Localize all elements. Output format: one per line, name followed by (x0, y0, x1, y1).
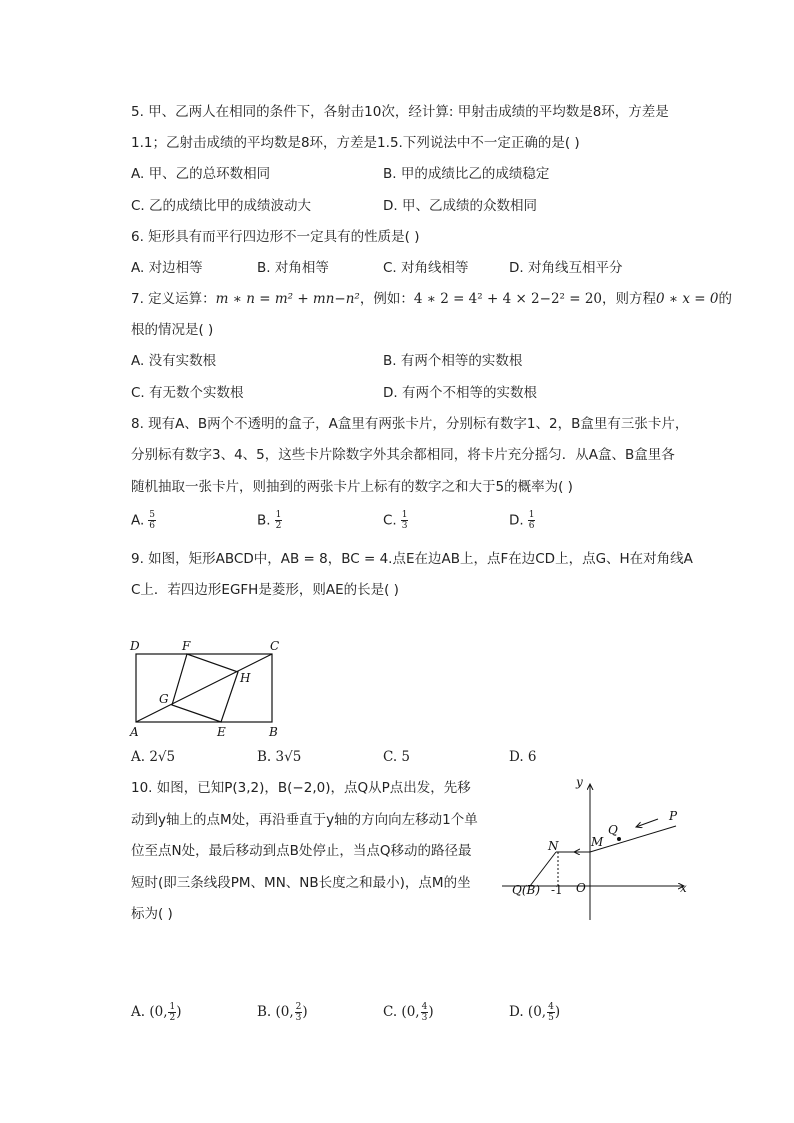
label-o: O (576, 881, 586, 895)
label-x: x (680, 881, 687, 895)
motion-arrow-1 (636, 819, 658, 827)
label-minus-1: -1 (551, 883, 563, 897)
label-q: Q (608, 823, 618, 837)
q7-line-1 (131, 289, 732, 309)
q10-option-a-fraction: $\frac{1}{2}$ (169, 1002, 176, 1023)
q10-option-a: A. (0, $\frac{1}{2}$ ) (131, 1002, 182, 1023)
q10-line-4: 短时(即三条线段PM、MN、NB长度之和最小)，点M的坐 (131, 875, 471, 891)
label-c: C (270, 639, 280, 653)
q8-option-d-fraction: $\frac{1}{6}$ (528, 510, 535, 531)
q7-option-d: D. 有两个不相等的实数根 (383, 385, 537, 401)
q7-option-c: C. 有无数个实数根 (131, 385, 244, 401)
q7-prefix: 7. 定义运算： (131, 291, 216, 307)
q8-option-b-fraction: $\frac{1}{2}$ (275, 510, 282, 531)
q10-line-3: 位至点N处，最后移动到点B处停止，当点Q移动的路径最 (131, 843, 472, 859)
q5-line-1: 5. 甲、乙两人在相同的条件下，各射击10次，经计算: 甲射击成绩的平均数是8环，方差是 (131, 104, 669, 120)
label-h: H (240, 671, 251, 685)
q7-eq-prefix: ，则方程 (602, 291, 657, 307)
q7-option-b: B. 有两个相等的实数根 (383, 353, 523, 369)
label-b: B (269, 725, 278, 739)
q7-equation: 0 ∗ x = 0 (656, 291, 719, 307)
label-g: G (159, 692, 169, 706)
q8-option-a: A. $\frac{5}{6}$ (131, 510, 156, 531)
q9-option-d: D. 6 (509, 749, 537, 765)
label-qb: Q(B) (512, 883, 541, 897)
q9-line-2: C上．若四边形EGFH是菱形，则AE的长是( ) (131, 582, 399, 598)
q7-mid: ，例如： (359, 291, 414, 307)
q5-option-c: C. 乙的成绩比甲的成绩波动大 (131, 198, 312, 214)
q9-option-b: B. 3√5 (257, 749, 302, 765)
q6-option-b: B. 对角相等 (257, 260, 329, 276)
q8-line-3: 随机抽取一张卡片，则抽到的两张卡片上标有的数字之和大于5的概率为( ) (131, 479, 573, 495)
q6-option-d: D. 对角线互相平分 (509, 260, 623, 276)
q10-line-5: 标为( ) (131, 906, 173, 922)
q6-option-c: C. 对角线相等 (383, 260, 469, 276)
q7-option-a: A. 没有实数根 (131, 353, 217, 369)
q9-option-a: A. 2√5 (131, 749, 176, 765)
label-d: D (130, 639, 140, 653)
q8-option-a-fraction: $\frac{5}{6}$ (149, 510, 156, 531)
label-m: M (591, 835, 604, 849)
q10-line-1: 10. 如图，已知P(3,2)，B(−2,0)，点Q从P点出发，先移 (131, 780, 471, 796)
q9-option-c: C. 5 (383, 749, 411, 765)
q7-line-2: 根的情况是( ) (131, 322, 214, 338)
q8-line-1: 8. 现有A、B两个不透明的盒子，A盒里有两张卡片，分别标有数字1、2，B盒里有三张卡片， (131, 416, 689, 432)
q7-suffix: 的 (718, 291, 732, 307)
q8-option-d: D. $\frac{1}{6}$ (509, 510, 535, 531)
q9-line-1: 9. 如图，矩形ABCD中，AB = 8，BC = 4.点E在边AB上，点F在边CD上，点G、H在对角线A (131, 551, 693, 567)
q6-line-1: 6. 矩形具有而平行四边形不一定具有的性质是( ) (131, 229, 420, 245)
q10-line-2: 动到y轴上的点M处，再沿垂直于y轴的方向向左移动1个单 (131, 812, 478, 828)
q7-example: 4 ∗ 2 = 4² + 4 × 2−2² = 20 (413, 291, 603, 307)
q10-option-b-fraction: $\frac{2}{3}$ (295, 1002, 302, 1023)
q10-option-d-fraction: $\frac{4}{5}$ (548, 1002, 554, 1023)
label-f: F (182, 639, 191, 653)
q8-option-c: C. $\frac{1}{3}$ (383, 510, 408, 531)
q10-option-b: B. (0, $\frac{2}{3}$ ) (257, 1002, 308, 1023)
q5-line-2: 1.1；乙射击成绩的平均数是8环，方差是1.5.下列说法中不一定正确的是( ) (131, 135, 580, 151)
q10-option-d: D. (0, $\frac{4}{5}$ ) (509, 1002, 561, 1023)
q5-option-d: D. 甲、乙成绩的众数相同 (383, 198, 537, 214)
label-a: A (130, 725, 139, 739)
q10-coordinate-figure (498, 770, 698, 930)
q7-definition: m ∗ n = m² + mn−n² (215, 291, 360, 307)
label-p: P (669, 809, 678, 823)
segment-bn (530, 852, 556, 886)
label-n: N (548, 839, 559, 853)
q6-option-a: A. 对边相等 (131, 260, 203, 276)
q9-rectangle-figure (126, 636, 291, 740)
diagonal-ac (136, 654, 272, 722)
q8-option-b: B. $\frac{1}{2}$ (257, 510, 282, 531)
q8-option-c-fraction: $\frac{1}{3}$ (401, 510, 408, 531)
point-q (617, 837, 621, 841)
q10-option-c: C. (0, $\frac{4}{3}$ ) (383, 1002, 434, 1023)
q5-option-a: A. 甲、乙的总环数相同 (131, 166, 271, 182)
label-e: E (217, 725, 226, 739)
q10-option-c-fraction: $\frac{4}{3}$ (421, 1002, 428, 1023)
label-y: y (576, 775, 583, 789)
q8-line-2: 分别标有数字3、4、5，这些卡片除数字外其余都相同，将卡片充分摇匀．从A盒、B盒里各 (131, 447, 675, 463)
q5-option-b: B. 甲的成绩比乙的成绩稳定 (383, 166, 550, 182)
